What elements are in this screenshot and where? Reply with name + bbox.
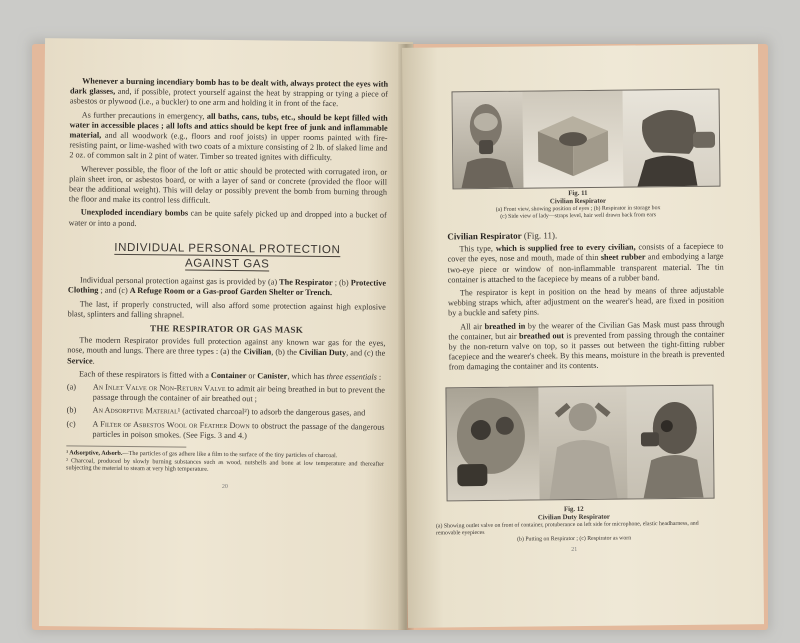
respirator-box-photo (523, 91, 624, 188)
respirator-worn-photo (626, 386, 713, 499)
respirator-front-photo (453, 92, 524, 189)
paragraph: The last, if properly constructed, will also afford some protection against high explosive blast, splinters and falling shrapnel. (67, 299, 386, 320)
list-item: (c) A Filter of Asbestos Wool or Feather Down to obstruct the passage of the dangerous particles in poison smokes. (See Figs. 3 and 4.) (66, 419, 385, 441)
paragraph: Each of these respirators is fitted with a Container or Canister, which has three essentials : (79, 369, 382, 382)
paragraph: The respirator is kept in position on the head by means of three adjustable webbing straps which, after adjustment on the wearer's head, are fixed in position by a buckle and safety pins. (447, 285, 725, 318)
fig-11-caption: Fig. 11 Civilian Respirator (a) Front view, showing position of eyes ; (b) Respirator in storage box (c) Side view of lady—straps level, hair well drawn back from ears (495, 189, 661, 220)
paragraph: Unexploded incendiary bombs can be quite safely picked up and dropped into a bucket of water or into a pond. (68, 207, 387, 228)
paragraph: The modern Respirator provides full protection against any known war gas for the eyes, nose, mouth and lungs. There are three types : (a) the Civilian, (b) the Civilian Duty, and (c) the Service. (67, 335, 386, 366)
subheading: Civilian Respirator (Fig. 11). (447, 230, 558, 242)
respirator-side-photo (622, 90, 719, 187)
list-item: (a) An Inlet Valve or Non-Return Valve to admit air being breathed in but to prevent the passage through the container of air breathed out ; (66, 382, 385, 404)
fig-12-caption: Fig. 12 Civilian Duty Respirator (a) Showing outlet valve on front of container, protuberance on left side for microphone, elastic headharness, and removable eyepieces (b) Putting on Respirator ; (c) Respirator as worn 21 (436, 505, 712, 555)
paragraph: As further precautions in emergency, all baths, cans, tubs, etc., should be kept filled with water in accessible places ; all lofts and attics should be kept free of junk and inflammable material, and all woodwork (e.g., floors and roof joists) in upper rooms painted with fire-resisting paint, or lime-washed with two coats of a mixture consisting of 2 lb. of slaked lime and 2 oz. of common salt in 2 pint of water. Timber so treated ignites with difficulty. (69, 110, 388, 163)
fig-11-photo (451, 89, 720, 190)
footnote: ² Charcoal, produced by slowly burning substances such as wood, nutshells and bone at low temperature and thereafter subjecting the material to steam at very high temperature. (66, 457, 385, 474)
page-number: 21 (571, 546, 578, 554)
paragraph: Wherever possible, the floor of the loft or attic should be protected with corrugated iron, or plain sheet iron, or asbestos board, or with a layer of sand or concrete (provided the floor will bear the additional weight). This will delay or possibly prevent the bomb from burning through the floor and make its control less difficult. (68, 164, 388, 206)
paragraph: Whenever a burning incendiary bomb has to be dealt with, always protect the eyes with dark glasses, and, if possible, protect yourself against the heat by strapping or tying a piece of asbestos or plywood (i.e., a buckler) to one arm and holding it in front of the face. (69, 76, 389, 109)
right-page-text (447, 229, 724, 377)
footnote-divider (66, 445, 186, 447)
footnote: ¹ Adsorptive, Adsorb.—The particles of gas adhere like a film to the surface of the tiny particles of charcoal. (66, 449, 338, 460)
page-number: 20 (221, 483, 228, 490)
list-item: (b) An Adsorptive Material¹ (activated charcoal²) to adsorb the dangerous gases, and (66, 405, 366, 418)
section-heading: INDIVIDUAL PERSONAL PROTECTION AGAINST GAS (114, 241, 341, 271)
subheading: THE RESPIRATOR OR GAS MASK (149, 323, 304, 335)
duty-respirator-photo (446, 387, 539, 500)
left-page-text (66, 76, 388, 493)
paragraph: This type, which is supplied free to every civilian, consists of a facepiece to cover the eyes, nose and mouth, made of thin sheet rubber and embodying a large two-eye piece or window of non-inflammable transparent material. The tin container is attached to the facepiece by means of a rubber band. (447, 241, 724, 285)
paragraph: Individual personal protection against gas is provided by (a) The Respirator ; (b) Protective Clothing ; and (c) A Refuge Room or a Gas-proof Garden Shelter or Trench. (67, 275, 387, 298)
paragraph: All air breathed in by the wearer of the Civilian Gas Mask must pass through the container, but air breathed out is prevented from passing through the container by the non-return valve on top, so it passes out between the tight-fitting rubber facepiece and the wearer's cheek. By this means, moisture in the breath is prevented from damaging the container and its contents. (448, 319, 725, 372)
putting-on-respirator-photo (538, 387, 627, 500)
fig-12-photo (445, 385, 714, 502)
